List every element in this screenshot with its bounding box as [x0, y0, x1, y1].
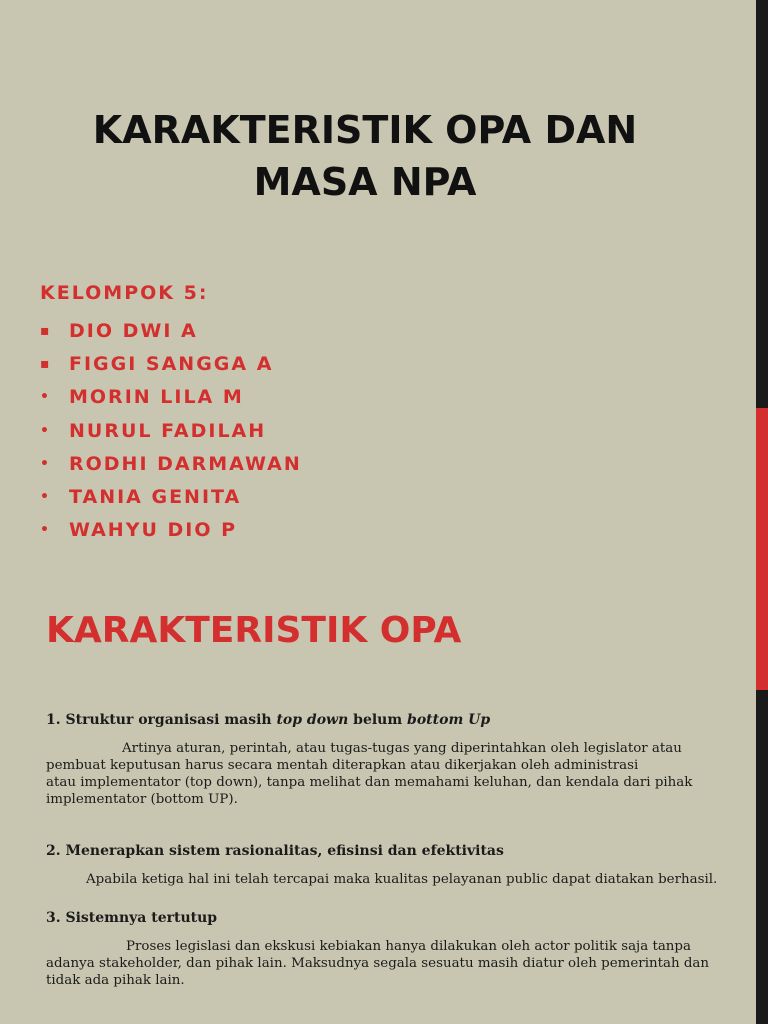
point-2-line: Apabila ketiga hal ini telah tercapai maka kualitas pelayanan public dapat diatakan berhasil. — [86, 872, 718, 887]
member-name: MORIN LILA M — [69, 386, 244, 409]
point-3-body — [46, 938, 726, 989]
point-1-heading: 1. Struktur organisasi masih top down belum bottom Up — [46, 712, 491, 728]
group-label: KELOMPOK 5: — [40, 282, 209, 304]
member-item — [40, 514, 302, 547]
point-1-line: Artinya aturan, perintah, atau tugas-tugas yang diperintahkan oleh legislator atau — [122, 741, 682, 756]
member-item — [40, 414, 302, 447]
point-1-line: implementator (bottom UP). — [46, 792, 238, 807]
point-1-line: atau implementator (top down), tanpa melihat dan memahami keluhan, dan kendala dari pihak — [46, 775, 693, 790]
bullet-icon: ▪ — [40, 355, 50, 372]
member-item — [40, 314, 302, 347]
member-item — [40, 381, 302, 414]
point-3-line: tidak ada pihak lain. — [46, 973, 185, 988]
point-1-body — [46, 740, 726, 808]
bullet-icon: • — [40, 422, 49, 439]
member-name: WAHYU DIO P — [69, 519, 238, 542]
member-item — [40, 480, 302, 513]
point-3-line: Proses legislasi dan ekskusi kebiakan hanya dilakukan oleh actor politik saja tanpa — [126, 939, 691, 954]
bullet-icon: • — [40, 455, 49, 472]
bullet-icon: ▪ — [40, 322, 50, 339]
side-rail-accent — [756, 408, 768, 690]
bullet-icon: • — [40, 489, 49, 506]
point-3-line: adanya stakeholder, dan pihak lain. Maksudnya segala sesuatu masih diatur oleh pemerintah dan — [46, 956, 710, 971]
point-3-heading: 3. Sistemnya tertutup — [46, 910, 218, 926]
point-1-line: pembuat keputusan harus secara mentah diterapkan atau dikerjakan oleh administrasi — [46, 758, 639, 773]
bullet-icon: • — [40, 389, 49, 406]
slide-title — [0, 104, 730, 208]
section-title: KARAKTERISTIK OPA — [46, 610, 462, 651]
member-name: TANIA GENITA — [69, 486, 242, 509]
bullet-icon: • — [40, 522, 49, 539]
member-name: NURUL FADILAH — [69, 419, 267, 442]
member-item — [40, 347, 302, 380]
member-list — [40, 314, 302, 547]
slide-title-line-1: KARAKTERISTIK OPA DAN — [92, 108, 638, 152]
point-2-body — [46, 871, 726, 888]
point-2-heading: 2. Menerapkan sistem rasionalitas, efisinsi dan efektivitas — [46, 843, 504, 859]
member-item — [40, 447, 302, 480]
member-name: DIO DWI A — [69, 319, 198, 342]
member-name: FIGGI SANGGA A — [69, 352, 274, 375]
slide-title-line-2: MASA NPA — [253, 160, 477, 204]
member-name: RODHI DARMAWAN — [69, 452, 302, 475]
